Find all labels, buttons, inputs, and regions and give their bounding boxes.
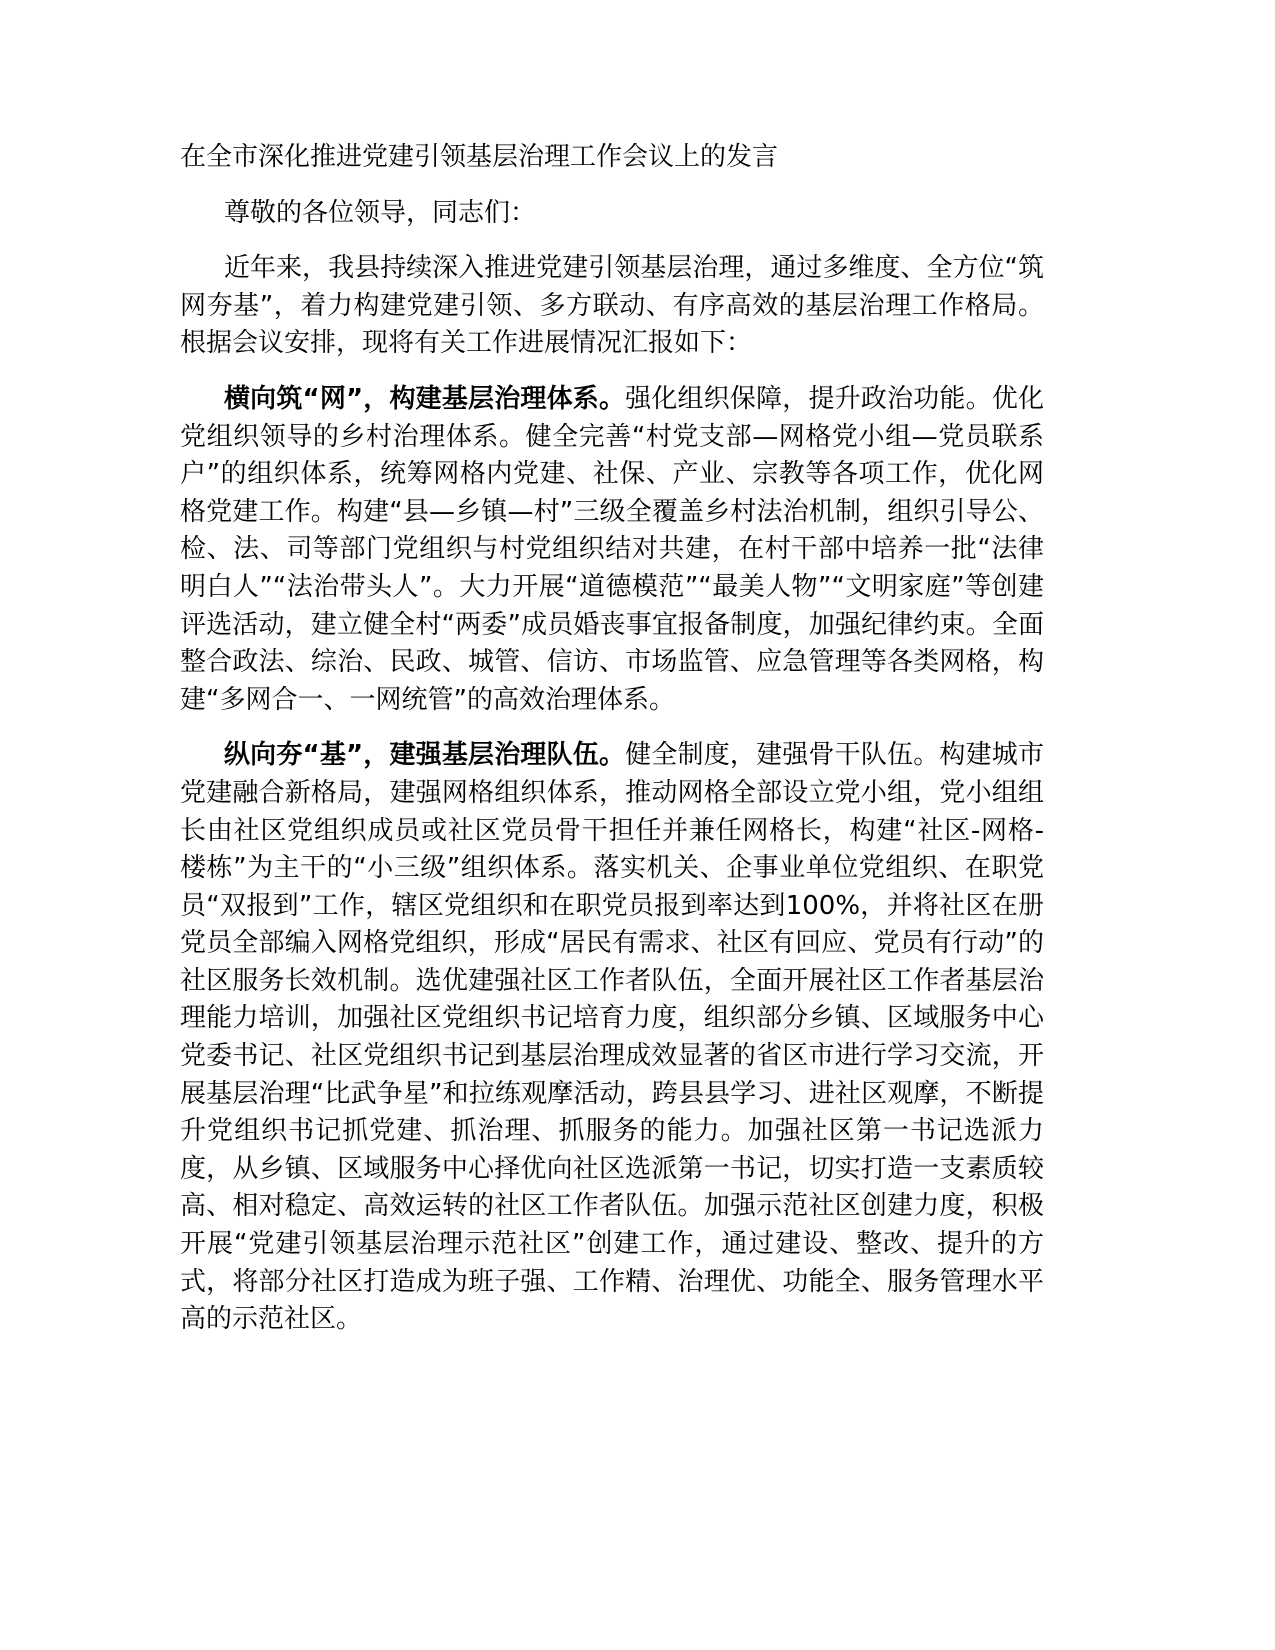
document-page [180,139,1044,1357]
section-heading-2: 纵向夯“基”，建强基层治理队伍。 [224,740,626,771]
document-title: 在全市深化推进党建引领基层治理工作会议上的发言 [180,142,779,172]
salutation: 尊敬的各位领导，同志们： [224,197,537,228]
section-body-1: 强化组织保障，提升政治功能。优化党组织领导的乡村治理体系。健全完善“村党支部—网格党小组—党员联系户”的组织体系，统筹网格内党建、社保、产业、宗教等各项工作，优化网格党建工作。构建“县—乡镇—村”三级全覆盖乡村法治机制，组织引导公、检、法、司等部门党组织与村党组织结对共建，在村干部中培养一批“法律明白人”“法治带头人”。大力开展“道德模范”“最美人物”“文明家庭”等创建评选活动，建立健全村“两委”成员婚丧事宜报备制度，加强纪律约束。全面整合政法、综治、民政、城管、信访、市场监管、应急管理等各类网格，构建“多网合一、一网统管”的高效治理体系。 [180,383,1044,715]
section-paragraph-2 [180,737,1044,1339]
section-heading-1: 横向筑“网”，构建基层治理体系。 [224,383,626,414]
section-body-2: 健全制度，建强骨干队伍。构建城市党建融合新格局，建强网格组织体系，推动网格全部设立党小组，党小组组长由社区党组织成员或社区党员骨干担任并兼任网格长，构建“社区-网格-楼栋”为主干的“小三级”组织体系。落实机关、企事业单位党组织、在职党员“双报到”工作，辖区党组织和在职党员报到率达到100%，并将社区在册党员全部编入网格党组织，形成“居民有需求、社区有回应、党员有行动”的社区服务长效机制。选优建强社区工作者队伍，全面开展社区工作者基层治理能力培训，加强社区党组织书记培育力度，组织部分乡镇、区域服务中心党委书记、社区党组织书记到基层治理成效显著的省区市进行学习交流，开展基层治理“比武争星”和拉练观摩活动，跨县县学习、进社区观摩，不断提升党组织书记抓党建、抓治理、抓服务的能力。加强社区第一书记选派力度，从乡镇、区域服务中心择优向社区选派第一书记，切实打造一支素质较高、相对稳定、高效运转的社区工作者队伍。加强示范社区创建力度，积极开展“党建引领基层治理示范社区”创建工作，通过建设、整改、提升的方式，将部分社区打造成为班子强、工作精、治理优、功能全、服务管理水平高的示范社区。 [180,740,1044,1335]
intro-paragraph: 近年来，我县持续深入推进党建引领基层治理，通过多维度、全方位“筑网夯基”，着力构建党建引领、多方联动、有序高效的基层治理工作格局。根据会议安排，现将有关工作进展情况汇报如下： [180,253,1044,359]
section-paragraph-1 [180,381,1044,719]
